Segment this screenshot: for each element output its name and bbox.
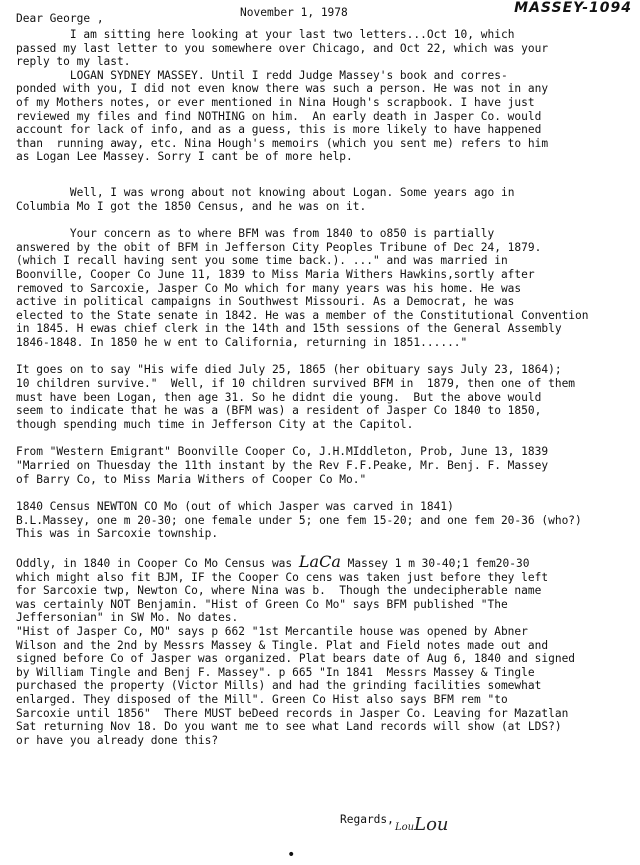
paragraph-1: I am sitting here looking at your last two letters...Oct 10, which passed my last letter to you somewhere over Chicago, and Oct 22, which was your reply to my last. [16,28,549,69]
paragraph-8-rest: Massey 1 m 30-40;1 fem20-30 which might also fit BJM, IF the Cooper Co cens was taken just before they left for Sarcoxie twp, Newton Co, where Nina was b. Though the undecipherable name was certainly NOT Benjamin. "Hist of Green Co Mo" says BFM published "The Jeffersonian" in SW Mo. No dates. "Hist of Jasper Co, MO" says p 662 "1st Mercantile house was opened by Abner Wilson and the 2nd by Messrs Massey & Tingle. Plat and Field notes made out and signed before Co of Jasper was organized. Plat bears date of Aug 6, 1840 and signed by William Tingle and Benj F. Massey". p 665 "In 1841 Messrs Massey & Tingle purchased the property (Victor Mills) and had the grinding facilities somewhat enlarged. They disposed of the Mill". Green Co Hist also says BFM rem "to Sarcoxie until 1856" There MUST beDeed records in Jasper Co. Leaving for Mazatlan Sat returning Nov 18. Do you want me to see what Land records will show (at LDS?) or have you already done this? [16,557,576,747]
signature-text: Lou [395,822,415,833]
paragraph-8-start: Oddly, in 1840 in Cooper Co Mo Census was [16,557,293,570]
paragraph-4: Your concern as to where BFM was from 1840 to o850 is partially answered by the obit of BFM in Jefferson City Peoples Tribune of Dec 24, 1879. (which I recall having sent you some time back.). ..." and was married in Boonville, Cooper Co June 11, 1839 to Miss Maria Withers Hawkins,sortly after removed to Sarcoxie, Jasper Co Mo which for many years was his home. He was active in political campaigns in Southwest Missouri. As a Democrat, he was elected to the State senate in 1842. He was a member of the Constitutional Convention in 1845. H ewas chief clerk in the 14th and 15th sessions of the General Assembly 1846-1848. In 1850 he w ent to California, returning in 1851......" [16,227,589,349]
letter-body [16,28,626,747]
page-dot: • [287,847,296,863]
paragraph-5: It goes on to say "His wife died July 25, 1865 (her obituary says July 23, 1864); 10 children survive." Well, if 10 children survived BFM in 1879, then one of them must have been Logan, then age 31. So he didnt die young. But the above would seem to indicate that he was a (BFM was) a resident of Jasper Co 1840 to 1850, though spending much time in Jefferson City at the Capitol. [16,363,576,431]
archive-tag: MASSEY-1094 [514,0,632,16]
paragraph-6: From "Western Emigrant" Boonville Cooper Co, J.H.MIddleton, Prob, June 13, 1839 "Married on Thuesday the 11th instant by the Rev F.F.Peake, Mr. Benj. F. Massey of Barry Co, to Miss Maria Withers of Cooper Co Mo." [16,445,549,486]
letter-date: November 1, 1978 [240,6,348,19]
paragraph-8 [16,552,626,747]
signature [395,814,449,835]
paragraph-7: 1840 Census NEWTON CO Mo (out of which Jasper was carved in 1841) B.L.Massey, one m 20-30; one female under 5; one fem 15-20; and one fem 20-36 (who?) This was in Sarcoxie township. [16,500,582,541]
handwritten-name: LaCa [298,552,341,571]
paragraph-2: LOGAN SYDNEY MASSEY. Until I redd Judge Massey's book and corres- ponded with you, I did not even know there was such a person. He was not in any of my Mothers notes, or ever mentioned in Nina Hough's scrapbook. I have just reviewed my files and find NOTHING on him. An early death in Jasper Co. would account for lack of info, and as a guess, this is more likely to have happened than running away, etc. Nina Hough's memoirs (which you sent me) refers to him as Logan Lee Massey. Sorry I cant be of more help. [16,68,549,164]
paragraph-3: Well, I was wrong about not knowing about Logan. Some years ago in Columbia Mo I got the 1850 Census, and he was on it. [16,185,515,213]
signature-scribble: Lou [414,814,449,835]
salutation: Dear George , [16,12,104,25]
closing: Regards, [340,813,394,826]
